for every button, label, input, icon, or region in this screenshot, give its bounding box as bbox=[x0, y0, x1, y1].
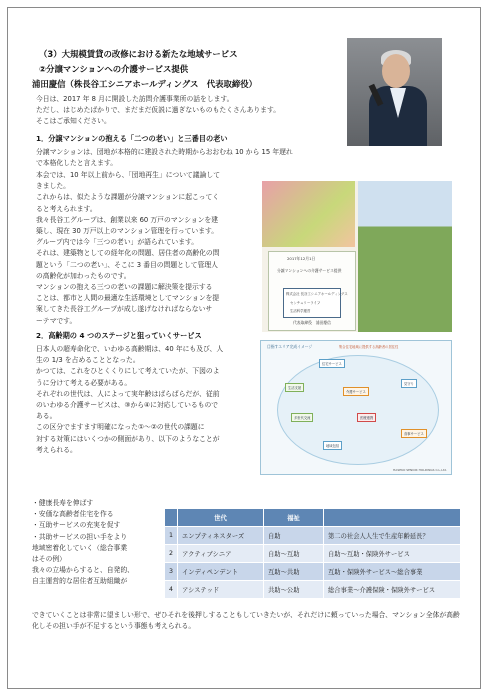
table-row bbox=[165, 563, 461, 581]
table-row bbox=[165, 527, 461, 545]
title-line-1: （3）大規模賃貸の改修における新たな地域サービス bbox=[39, 49, 238, 59]
title-line-2: ②分譲マンションへの介護サービス提供 bbox=[39, 64, 189, 74]
children-photo bbox=[262, 181, 355, 247]
table-cell: 自助～互助 bbox=[264, 545, 324, 563]
paragraph-line: で本格化したと言えます。 bbox=[36, 159, 118, 168]
service-area-diagram bbox=[260, 340, 452, 475]
garden-photo bbox=[358, 181, 452, 332]
diagram-footer: HASEKO SENIOR HOLDINGS Co.,Ltd. bbox=[393, 468, 447, 472]
leaflet-company-box bbox=[283, 288, 348, 318]
diagram-area-oval bbox=[277, 355, 439, 465]
paragraph-line: 我々長谷工グループは、創業以来 60 万戸のマンションを建 bbox=[36, 215, 219, 224]
intro-line: そこはご承知ください。 bbox=[36, 117, 111, 126]
table-cell: アシステッド bbox=[178, 581, 264, 599]
paragraph-line: ことは、都市と人間の最適な生活環境としてマンションを提 bbox=[36, 294, 220, 303]
section2-body bbox=[36, 344, 260, 456]
section1-body bbox=[36, 170, 260, 327]
list-item: ・共助サービスの担い手をより bbox=[32, 532, 128, 541]
list-item: ・互助サービスの充実を促す bbox=[32, 521, 121, 530]
paragraph-line: それぞれの世代は、人によって実年齢はばらばらだが、従前 bbox=[36, 389, 220, 398]
table-cell: 3 bbox=[165, 563, 178, 581]
leaflet-date: 2017年12月1日 bbox=[287, 256, 316, 261]
table-cell: 自助 bbox=[264, 527, 324, 545]
paragraph-line: ーテマです。 bbox=[36, 316, 77, 325]
leaflet-brand-1: センチュリーライフ bbox=[290, 301, 321, 305]
photo-collage bbox=[262, 181, 452, 332]
table-header bbox=[324, 509, 461, 527]
diagram-node: 地域包括 bbox=[323, 441, 342, 450]
leaflet-title: 分譲マンションへの介護サービス提供 bbox=[277, 268, 342, 273]
paragraph-line: 自主運営的な居住者互助組織が bbox=[32, 577, 128, 586]
diagram-title: 目指すエリア完成イメージ bbox=[267, 344, 313, 349]
paragraph-line: のいわゆる介護サービスは、③から④に対応しているもので bbox=[36, 401, 219, 410]
diagram-node: 多世代交流 bbox=[291, 413, 313, 422]
table-cell: インディペンデント bbox=[178, 563, 264, 581]
paragraph-line: 日本人の超寿命化で、いわゆる高齢期は、40 年にも及び、人 bbox=[36, 345, 224, 353]
list-item: ・安価な高齢者住宅を作る bbox=[32, 510, 114, 519]
table-cell: エンプティネスターズ bbox=[178, 527, 264, 545]
paragraph-line: これからは、似たような課題が分譲マンションに起こってく bbox=[36, 193, 220, 202]
section2-heading: 2．高齢期の 4 つのステージと狙っていくサービス bbox=[36, 331, 202, 340]
paragraph-line: グループ内では今「三つの老い」が語られています。 bbox=[36, 238, 199, 247]
paragraph-line: 築し、現在 30 万戸以上のマンション管理を行っています。 bbox=[36, 227, 219, 236]
table-header bbox=[165, 509, 178, 527]
paragraph-line: 案してきた長谷工グループが成し遂げなければならないサ bbox=[36, 305, 213, 314]
closing-paragraph: できていくことは非常に望ましい形で、ぜひそれを後押しすることもしていきたいが、それだけに頼っていった場合、マンション全体が高齢化しその担い手が不足するという事態も考えられる。 bbox=[32, 611, 460, 631]
paragraph-line: それは、建築物としての経年化の問題、居住者の高齢化の問 bbox=[36, 249, 220, 258]
diagram-node: 介護サービス bbox=[343, 387, 369, 396]
list-item: はその例） bbox=[32, 555, 66, 564]
table-cell: 第二の社会人人生で生産年齢延長？ bbox=[324, 527, 461, 545]
paragraph-line: 本会では、10 年以上前から、「団地再生」について議論して bbox=[36, 171, 220, 179]
table-header: 世代 bbox=[178, 509, 264, 527]
speaker-photo bbox=[347, 38, 442, 146]
diagram-node: 医療連携 bbox=[357, 413, 376, 422]
diagram-node: 見守り bbox=[401, 379, 417, 388]
table-cell: 2 bbox=[165, 545, 178, 563]
table-cell: アクティブシニア bbox=[178, 545, 264, 563]
event-leaflet bbox=[268, 251, 356, 331]
leaflet-company: 株式会社 長谷工シニアホールディングス bbox=[286, 292, 348, 296]
table-header: 福祉 bbox=[264, 509, 324, 527]
paragraph-line: この区分でますます明確になった①～②の世代の課題に bbox=[36, 423, 205, 432]
paragraph-line: 対する対策にはいくつかの側面があり、以下のようなことが bbox=[36, 434, 220, 443]
paragraph-line: 我々の立場からすると、自発的、 bbox=[32, 566, 134, 575]
table-row bbox=[165, 581, 461, 599]
paragraph-line: うに分けて考える必要がある。 bbox=[36, 378, 132, 387]
table-cell: 互助～共助 bbox=[264, 563, 324, 581]
generation-stage-table bbox=[164, 508, 461, 599]
section1-intro bbox=[36, 147, 446, 169]
intro-line: 今日は、2017 年 8 月に開設した訪問介護事業所の話をします。 bbox=[36, 95, 234, 103]
diagram-node: 住宅サービス bbox=[319, 359, 345, 368]
table-cell: 4 bbox=[165, 581, 178, 599]
paragraph-line: マンションの抱える三つの老いの課題に解決策を提示する bbox=[36, 283, 213, 292]
paragraph-line: 分譲マンションは、団地が本格的に建設された時期からおおむね 10 から 15 年遅れ bbox=[36, 148, 293, 156]
table-cell: 1 bbox=[165, 527, 178, 545]
table-cell: 自助～互助・保険外サービス bbox=[324, 545, 461, 563]
leaflet-brand-2: 生活科学運営 bbox=[290, 309, 311, 313]
paragraph-line: 生の 1/3 を占めることとなった。 bbox=[36, 356, 140, 365]
intro-text bbox=[36, 94, 341, 128]
paragraph-line: ると考えられます。 bbox=[36, 204, 97, 213]
intro-line: ただし、はじめたばかりで、まだまだ仮説に過ぎないものもたくさんあります。 bbox=[36, 106, 281, 115]
table-cell: 共助～公助 bbox=[264, 581, 324, 599]
table-header-row bbox=[165, 509, 461, 527]
table-cell: 総合事業～介護保険・保険外サービス bbox=[324, 581, 461, 599]
paragraph-line: かつては、これをひとくくりにして考えていたが、下図のよ bbox=[36, 367, 220, 376]
paragraph-line: 考えられる。 bbox=[36, 445, 77, 454]
paragraph-line: の高齢化が加わったものです。 bbox=[36, 271, 131, 280]
diagram-node: 食事サービス bbox=[401, 429, 427, 438]
paragraph-line: 題という「二つの老い」、そこに 3 番目の問題として管理人 bbox=[36, 260, 218, 269]
table-row bbox=[165, 545, 461, 563]
paragraph-line: ある。 bbox=[36, 412, 57, 421]
diagram-node: 生活支援 bbox=[285, 383, 304, 392]
table-cell: 互助・保険外サービス～総合事業 bbox=[324, 563, 461, 581]
countermeasure-list bbox=[32, 498, 162, 588]
diagram-subtitle: 集合住宅地域に提供する高齢者の居住性 bbox=[339, 345, 399, 349]
list-item: 地域密着化していく（総合事業 bbox=[32, 543, 128, 552]
section1-heading: 1．分譲マンションの抱える「二つの老い」と三番目の老い bbox=[36, 134, 228, 143]
author-line: 浦田慶信（株長谷工シニアホールディングス 代表取締役） bbox=[32, 79, 258, 89]
list-item: ・健康長寿を伸ばす bbox=[32, 499, 94, 507]
paragraph-line: きました。 bbox=[36, 182, 70, 191]
leaflet-footer: 代表取締役 浦田慶信 bbox=[293, 320, 331, 325]
